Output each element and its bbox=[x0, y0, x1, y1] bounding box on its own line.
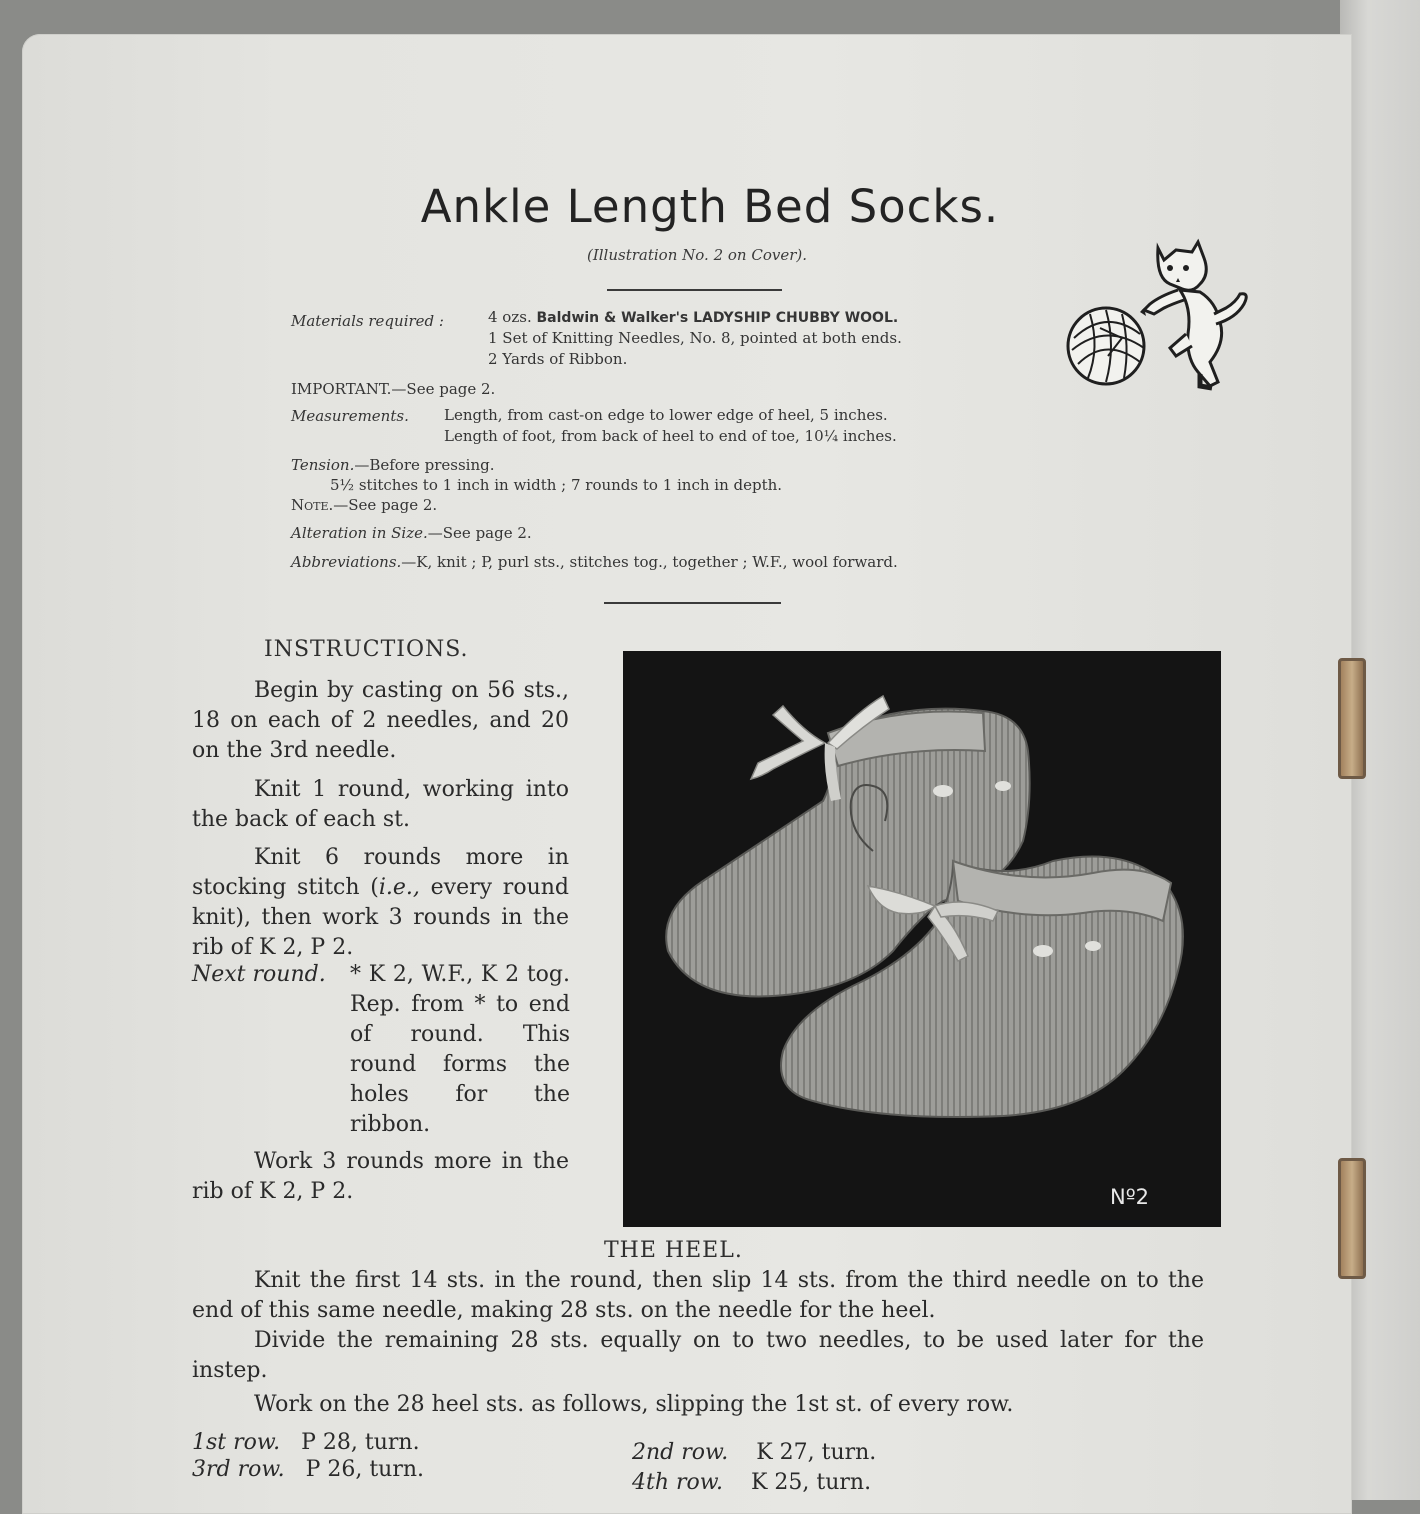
measurement-foot: Length of foot, from back of heel to end of toe, 10¼ inches. bbox=[444, 427, 897, 445]
important-text: —See page 2. bbox=[391, 380, 496, 398]
materials-line-2: 1 Set of Knitting Needles, No. 8, pointed at both ends. bbox=[488, 329, 902, 347]
materials-wool: Baldwin & Walker's LADYSHIP CHUBBY WOOL. bbox=[536, 310, 899, 326]
row-4-label: 4th row. bbox=[632, 1470, 723, 1495]
instructions-block bbox=[192, 676, 569, 963]
knitted-bed-socks-photo bbox=[623, 651, 1221, 1227]
row-1-text: P 28, turn. bbox=[301, 1430, 420, 1455]
next-round-label: Next round. bbox=[192, 962, 326, 987]
kitten-with-yarn-ball-icon bbox=[1060, 238, 1255, 398]
alteration-label: Alteration in Size. bbox=[291, 524, 428, 542]
staple-top bbox=[1338, 658, 1366, 779]
instruction-cast-on: Begin by casting on 56 sts., 18 on each of 2 needles, and 20 on the 3rd needle. bbox=[192, 678, 569, 763]
divider-middle bbox=[604, 602, 781, 604]
materials-line-3: 2 Yards of Ribbon. bbox=[488, 350, 628, 368]
instruction-knit-round: Knit 1 round, working into the back of each st. bbox=[192, 777, 569, 832]
divider-top bbox=[607, 289, 782, 291]
heel-row-4 bbox=[632, 1470, 871, 1495]
next-round-text: * K 2, W.F., K 2 tog. Rep. from * to end of round. This round forms the holes for the ribbon. bbox=[350, 962, 570, 1137]
heel-row-2 bbox=[632, 1440, 876, 1465]
tension-line bbox=[291, 456, 495, 474]
page-title: Ankle Length Bed Socks. bbox=[420, 180, 1000, 233]
note-line bbox=[291, 496, 437, 514]
materials-qty: 4 ozs. bbox=[488, 308, 532, 326]
row-2-text: K 27, turn. bbox=[756, 1440, 877, 1465]
materials-label: Materials required : bbox=[291, 312, 444, 330]
heel-heading: THE HEEL. bbox=[604, 1238, 743, 1263]
heel-row-1 bbox=[192, 1430, 420, 1455]
tension-detail: 5½ stitches to 1 inch in width ; 7 rounds to 1 inch in depth. bbox=[330, 476, 783, 494]
abbreviations-text: —K, knit ; P, purl sts., stitches tog., together ; W.F., wool forward. bbox=[401, 553, 898, 571]
abbreviations-label: Abbreviations. bbox=[291, 553, 402, 571]
heel-divide-instruction: Divide the remaining 28 sts. equally on to two needles, to be used later for the instep. bbox=[192, 1328, 1204, 1383]
heel-row-3 bbox=[192, 1457, 424, 1482]
alteration-text: —See page 2. bbox=[427, 524, 532, 542]
measurements-label: Measurements. bbox=[291, 407, 409, 425]
instruction-rib-rounds: Work 3 rounds more in the rib of K 2, P 2. bbox=[192, 1149, 569, 1204]
page-subtitle: (Illustration No. 2 on Cover). bbox=[586, 246, 807, 264]
stocking-text-ie: i.e., bbox=[378, 875, 420, 900]
photo-number-label: Nº2 bbox=[1110, 1185, 1149, 1209]
alteration-line bbox=[291, 524, 532, 542]
note-text: —See page 2. bbox=[333, 496, 438, 514]
note-label: Note. bbox=[291, 496, 334, 514]
row-3-label: 3rd row. bbox=[192, 1457, 285, 1482]
abbreviations-line bbox=[291, 553, 898, 571]
important-label: IMPORTANT. bbox=[291, 380, 392, 398]
stocking-text-b: every round knit), then work 3 rounds in the rib of K 2, P 2. bbox=[192, 875, 569, 960]
measurement-length: Length, from cast-on edge to lower edge of heel, 5 inches. bbox=[444, 406, 888, 424]
row-4-text: K 25, turn. bbox=[750, 1470, 872, 1495]
instruction-stocking-stitch bbox=[192, 843, 569, 963]
heel-slip-instruction: Knit the first 14 sts. in the round, then slip 14 sts. from the third needle on to the end of this same needle, making 28 sts. on the needle for the heel. bbox=[192, 1268, 1204, 1323]
row-3-text: P 26, turn. bbox=[305, 1457, 425, 1482]
instructions-heading: INSTRUCTIONS. bbox=[264, 637, 469, 662]
materials-line-1 bbox=[488, 308, 898, 326]
heel-work-instruction: Work on the 28 heel sts. as follows, slipping the 1st st. of every row. bbox=[254, 1392, 1014, 1417]
row-1-label: 1st row. bbox=[192, 1430, 281, 1455]
important-line bbox=[291, 380, 495, 398]
stocking-text-a: Knit 6 rounds more in stocking stitch ( bbox=[192, 845, 569, 900]
tension-text: —Before pressing. bbox=[354, 456, 495, 474]
staple-bottom bbox=[1338, 1158, 1366, 1279]
heel-paragraphs bbox=[192, 1266, 1204, 1420]
row-2-label: 2nd row. bbox=[632, 1440, 729, 1465]
tension-label: Tension. bbox=[291, 456, 355, 474]
instructions-rib bbox=[192, 1147, 569, 1207]
